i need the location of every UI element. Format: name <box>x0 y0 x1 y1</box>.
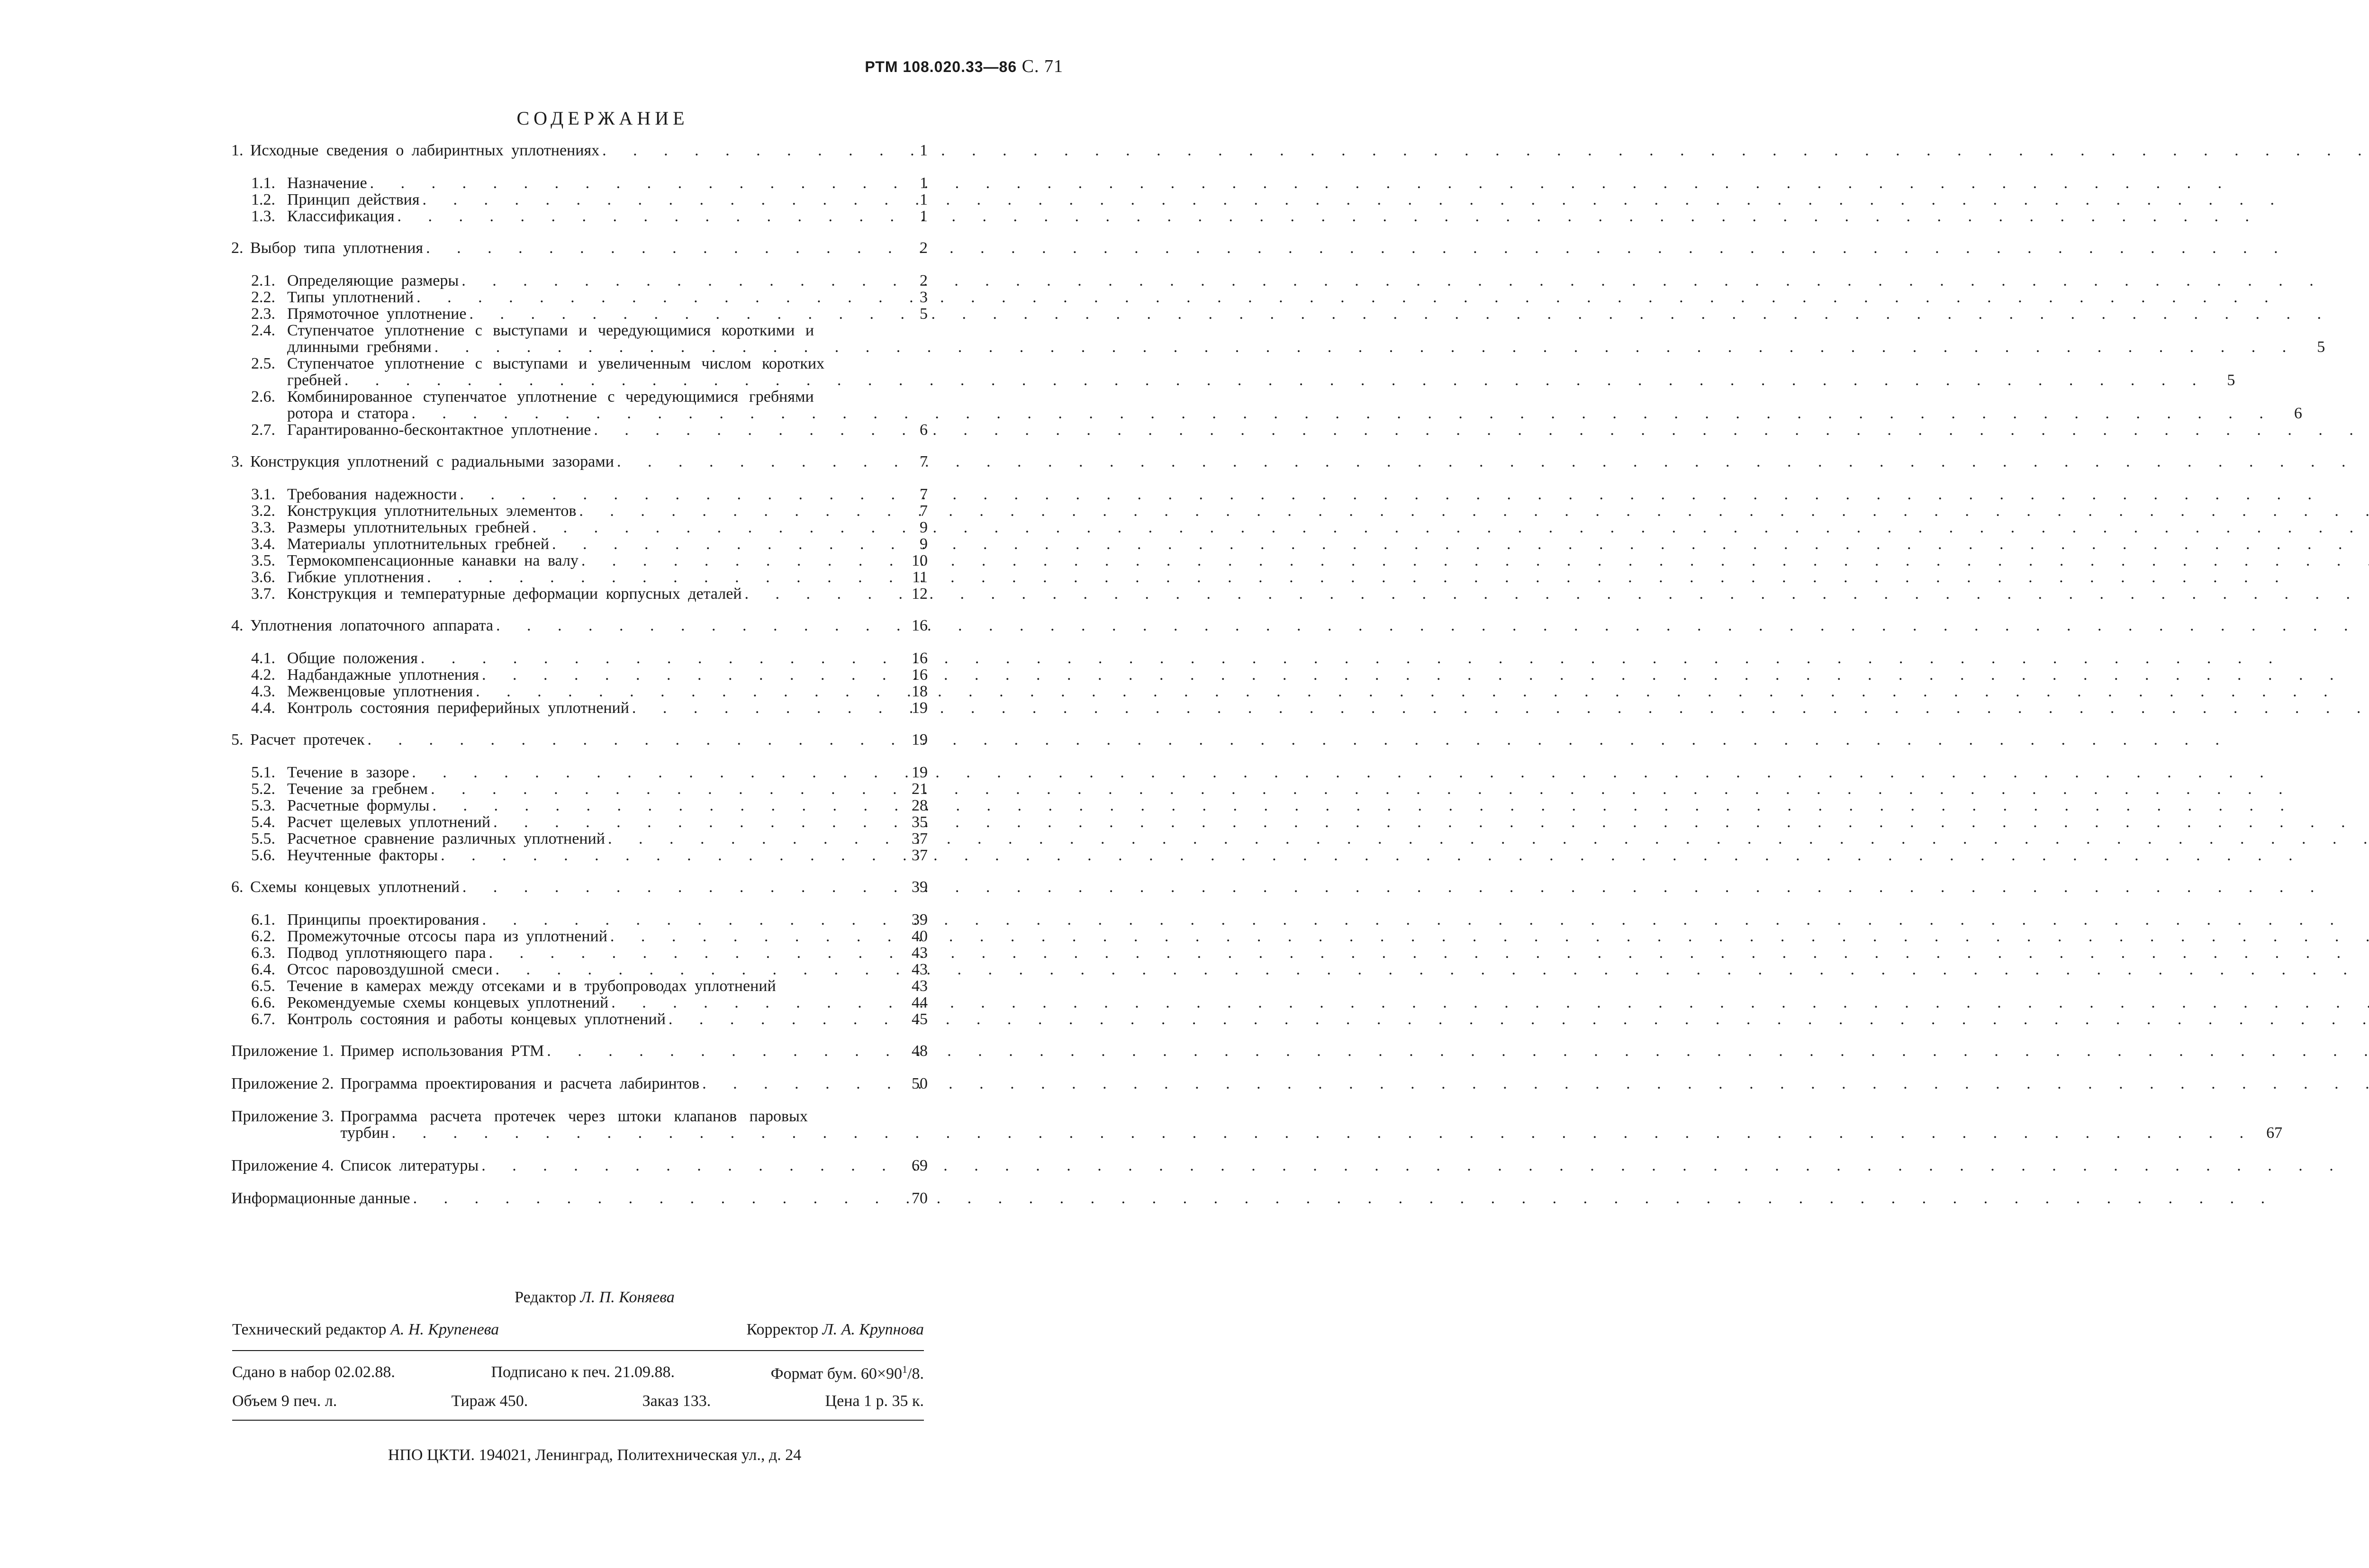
toc-section-1 <box>231 142 928 225</box>
item-title: Расчетные формулы <box>287 797 430 814</box>
section-title: Схемы концевых уплотнений <box>250 878 460 896</box>
page-ref: 43 <box>912 977 928 995</box>
leader-dots <box>617 453 900 470</box>
page-ref: 1 <box>920 207 928 225</box>
item-number: 6.4. <box>251 961 275 978</box>
section-title: Выбор типа уплотнения <box>250 239 424 257</box>
toc-entry <box>231 289 928 306</box>
item-number: 2.6. <box>251 388 275 406</box>
item-title: Требования надежности <box>287 486 457 503</box>
item-body <box>287 355 2235 388</box>
print-info-row-1 <box>232 1363 924 1383</box>
page-ref: 43 <box>912 944 928 962</box>
item-title: Общие положения <box>287 649 418 667</box>
appendix-label: Приложение 2. <box>231 1075 334 1092</box>
toc-entry <box>231 503 928 519</box>
page-ref: 35 <box>912 813 928 831</box>
appendix-entry <box>231 1190 928 1207</box>
editor-line <box>232 1289 924 1307</box>
item-number: 2.4. <box>251 322 275 339</box>
imprint <box>232 1289 924 1464</box>
page-header <box>865 56 1063 77</box>
item-title: Прямоточное уплотнение <box>287 305 467 323</box>
appendix-label: Информационные данные <box>231 1190 410 1207</box>
item-number: 2.5. <box>251 355 275 372</box>
leader-dots <box>397 208 900 225</box>
leader-dots <box>441 847 900 864</box>
toc-entry <box>231 683 928 700</box>
item-title: Контроль состояния и работы концевых уплотнений <box>287 1010 666 1028</box>
appendix-title-line2-row <box>340 1125 2282 1141</box>
appendix-entry <box>231 1075 928 1092</box>
page-ref: 12 <box>912 585 928 603</box>
page-ref: 6 <box>920 421 928 439</box>
tech-editor-row <box>232 1321 924 1339</box>
leader-dots <box>421 650 900 667</box>
format-prefix: Формат бум. 60×90 <box>770 1365 903 1383</box>
leader-dots <box>482 667 900 683</box>
item-title-line2-row <box>287 405 2302 422</box>
item-title: Гибкие уплотнения <box>287 568 425 586</box>
item-title-line1: Ступенчатое уплотнение с выступами и чередующимися короткими и <box>287 322 814 339</box>
item-number: 6.7. <box>251 1010 275 1028</box>
toc-entry <box>231 388 2302 422</box>
leader-dots <box>481 1157 900 1174</box>
item-title: Конструкция и температурные деформации корпусных деталей <box>287 585 742 603</box>
paper-format <box>771 1363 924 1383</box>
item-title: Определяющие размеры <box>287 272 459 289</box>
item-number: 4.3. <box>251 683 275 700</box>
leader-dots <box>495 961 900 978</box>
appendix-title: Программа проектирования и расчета лабиринтов <box>340 1075 700 1092</box>
section-number: 6. <box>231 878 244 896</box>
sent-to-typeset: Сдано в набор 02.02.88. <box>232 1363 395 1381</box>
item-title: Гарантированно-бесконтактное уплотнение <box>287 421 591 439</box>
toc-entry <box>231 911 928 928</box>
page-ref: 1 <box>920 174 928 192</box>
item-title: Течение в зазоре <box>287 764 409 781</box>
appendix-label: Приложение 3. <box>231 1108 334 1125</box>
toc-section-4 <box>231 617 928 716</box>
table-of-contents <box>231 142 2325 1223</box>
appendix-body <box>340 1108 2282 1141</box>
leader-dots <box>610 928 900 945</box>
toc-section-2 <box>231 239 2325 439</box>
toc-entry <box>231 945 928 961</box>
toc-entry <box>231 569 928 586</box>
item-number: 5.1. <box>251 764 275 781</box>
item-title: Конструкция уплотнительных элементов <box>287 502 577 520</box>
item-title-line2: гребней <box>287 371 342 389</box>
item-number: 5.3. <box>251 797 275 814</box>
toc-entry <box>231 731 928 748</box>
leader-dots <box>469 306 900 322</box>
leader-dots <box>496 617 900 634</box>
leader-dots <box>413 1190 900 1207</box>
item-title: Течение в камерах между отсеками и в трубопроводах уплотнений <box>287 977 776 995</box>
page-ref: 67 <box>2266 1124 2283 1142</box>
format-suffix: /8. <box>907 1365 924 1383</box>
tech-editor-label: Технический редактор <box>232 1321 387 1338</box>
section-number: 4. <box>231 617 244 634</box>
page-ref: 48 <box>912 1042 928 1060</box>
appendix-entry <box>231 1157 928 1174</box>
volume: Объем 9 печ. л. <box>232 1392 337 1410</box>
item-title-line2-row <box>287 339 2325 355</box>
toc-title: СОДЕРЖАНИЕ <box>516 108 689 129</box>
item-title: Типы уплотнений <box>287 288 414 306</box>
item-number: 3.4. <box>251 535 275 553</box>
item-title: Отсос паровоздушной смеси <box>287 961 493 978</box>
item-title-line1: Комбинированное ступенчатое уплотнение с чередующимися гребнями <box>287 388 814 406</box>
section-title: Исходные сведения о лабиринтных уплотнениях <box>250 142 600 159</box>
toc-entry <box>231 617 928 634</box>
item-number: 3.6. <box>251 568 275 586</box>
item-number: 4.2. <box>251 666 275 684</box>
page-ref: 39 <box>912 878 928 896</box>
page-ref: 21 <box>912 780 928 798</box>
item-title: Расчет щелевых уплотнений <box>287 813 491 831</box>
item-number: 3.5. <box>251 552 275 569</box>
toc-entry <box>231 272 928 289</box>
appendix-entry <box>231 1043 928 1059</box>
toc-entry <box>231 586 928 602</box>
document-code: РТМ 108.020.33—86 <box>865 58 1017 75</box>
item-number: 4.4. <box>251 699 275 717</box>
appendix-label: Приложение 4. <box>231 1157 334 1174</box>
item-number: 6.6. <box>251 994 275 1011</box>
item-title: Принципы проектирования <box>287 911 479 928</box>
leader-dots <box>426 240 900 256</box>
item-number: 6.5. <box>251 977 275 995</box>
toc-entry <box>231 322 2325 356</box>
section-number: 3. <box>231 453 244 470</box>
item-number: 4.1. <box>251 649 275 667</box>
leader-dots <box>594 422 900 438</box>
page-ref: 3 <box>920 288 928 306</box>
appendix-title: Список литературы <box>340 1157 479 1174</box>
page-ref: 16 <box>912 617 928 634</box>
leader-dots <box>432 797 900 814</box>
toc-entry <box>231 978 928 994</box>
page-ref: 37 <box>912 830 928 847</box>
page-ref: 37 <box>912 847 928 864</box>
item-title-line2-row <box>287 372 2235 388</box>
editor-label: Редактор <box>515 1289 577 1306</box>
item-title: Размеры уплотнительных гребней <box>287 519 530 536</box>
appendix-label: Приложение 1. <box>231 1042 334 1060</box>
page-ref: 7 <box>920 453 928 470</box>
leader-dots <box>460 486 900 503</box>
toc-entry <box>231 355 2235 389</box>
item-body <box>287 388 2302 422</box>
toc-entry <box>231 650 928 667</box>
divider <box>232 1420 924 1421</box>
page-ref: 19 <box>912 764 928 781</box>
leader-dots <box>611 994 900 1011</box>
item-title: Назначение <box>287 174 367 192</box>
toc-entry <box>231 240 928 256</box>
page-ref: 40 <box>912 928 928 945</box>
print-run: Тираж 450. <box>451 1392 528 1410</box>
toc-entry <box>231 536 928 552</box>
item-number: 1.1. <box>251 174 275 192</box>
item-title: Промежуточные отсосы пара из уплотнений <box>287 928 607 945</box>
page-ref: 2 <box>920 239 928 257</box>
leader-dots <box>416 289 900 306</box>
leader-dots <box>608 830 900 847</box>
toc-entry <box>231 142 928 159</box>
page-ref: 39 <box>912 911 928 928</box>
page-prefix: С. <box>1022 56 1040 76</box>
item-number: 1.3. <box>251 207 275 225</box>
item-number: 1.2. <box>251 191 275 208</box>
toc-entry <box>231 928 928 945</box>
item-number: 3.1. <box>251 486 275 503</box>
leader-dots <box>745 586 900 602</box>
item-number: 5.6. <box>251 847 275 864</box>
appendix-title-line1: Программа расчета протечек через штоки клапанов паровых <box>340 1108 808 1125</box>
toc-entry <box>231 667 928 683</box>
page-ref: 1 <box>920 142 928 159</box>
appendix-title-line2: турбин <box>340 1124 389 1142</box>
page-ref: 5 <box>920 305 928 323</box>
page-ref: 43 <box>912 961 928 978</box>
item-number: 3.2. <box>251 502 275 520</box>
leader-dots <box>476 683 900 700</box>
leader-dots <box>434 339 2298 355</box>
item-number: 5.2. <box>251 780 275 798</box>
toc-entry <box>231 191 928 208</box>
corrector-name: Л. А. Крупнова <box>822 1321 924 1338</box>
toc-entry <box>231 175 928 191</box>
item-title-line1: Ступенчатое уплотнение с выступами и увеличенным числом коротких <box>287 355 825 372</box>
leader-dots <box>632 700 900 716</box>
item-title: Расчетное сравнение различных уплотнений <box>287 830 605 847</box>
toc-entry <box>231 879 928 895</box>
appendix-entry <box>231 1108 2283 1142</box>
page-ref: 69 <box>912 1157 928 1174</box>
toc-entry <box>231 519 928 536</box>
leader-dots <box>370 175 900 191</box>
toc-entry <box>231 830 928 847</box>
leader-dots <box>431 781 900 797</box>
leader-dots <box>579 503 900 519</box>
corrector <box>747 1321 924 1339</box>
publisher: НПО ЦКТИ. 194021, Ленинград, Политехническая ул., д. 24 <box>388 1446 802 1464</box>
item-title-line2: ротора и статора <box>287 405 409 422</box>
item-title: Термокомпенсационные канавки на валу <box>287 552 579 569</box>
leader-dots <box>427 569 900 586</box>
corrector-label: Корректор <box>746 1321 819 1338</box>
item-number: 2.2. <box>251 288 275 306</box>
leader-dots <box>493 814 900 830</box>
item-number: 5.4. <box>251 813 275 831</box>
page-ref: 6 <box>2294 405 2302 422</box>
item-number: 2.7. <box>251 421 275 439</box>
page-ref: 16 <box>912 666 928 684</box>
page-ref: 7 <box>920 502 928 520</box>
item-title: Подвод уплотняющего пара <box>287 944 486 962</box>
item-number: 3.3. <box>251 519 275 536</box>
leader-dots <box>547 1043 900 1059</box>
item-body <box>287 322 2325 355</box>
page-ref: 9 <box>920 519 928 536</box>
page-ref: 9 <box>920 535 928 553</box>
leader-dots <box>462 879 900 895</box>
section-number: 2. <box>231 239 244 257</box>
section-title: Уплотнения лопаточного аппарата <box>250 617 493 634</box>
page-ref: 5 <box>2227 371 2235 389</box>
signed-to-print: Подписано к печ. 21.09.88. <box>491 1363 675 1381</box>
item-title: Контроль состояния периферийных уплотнений <box>287 699 629 717</box>
appendix-title: Пример использования РТМ <box>340 1042 544 1060</box>
page-ref: 50 <box>912 1075 928 1092</box>
item-title-line2: длинными гребнями <box>287 338 432 356</box>
page-ref: 11 <box>912 568 928 586</box>
toc-entry <box>231 764 928 781</box>
tech-editor <box>232 1321 499 1339</box>
leader-dots <box>602 142 900 159</box>
leader-dots <box>344 372 2208 388</box>
page-number: 71 <box>1044 56 1063 76</box>
leader-dots <box>581 552 900 569</box>
item-number: 5.5. <box>251 830 275 847</box>
leader-dots <box>552 536 900 552</box>
leader-dots <box>368 731 900 748</box>
item-title: Надбандажные уплотнения <box>287 666 479 684</box>
leader-dots <box>482 911 900 928</box>
page-ref: 7 <box>920 486 928 503</box>
toc-entry <box>231 961 928 978</box>
print-info-row-2 <box>232 1392 924 1410</box>
toc-entry <box>231 552 928 569</box>
tech-editor-name: А. Н. Крупенева <box>390 1321 499 1338</box>
toc-entry <box>231 486 928 503</box>
page-ref: 28 <box>912 797 928 814</box>
item-title: Течение за гребнем <box>287 780 428 798</box>
page-ref: 70 <box>912 1190 928 1207</box>
page-ref: 18 <box>912 683 928 700</box>
leader-dots <box>461 272 900 289</box>
item-title: Принцип действия <box>287 191 420 208</box>
item-title: Рекомендуемые схемы концевых уплотнений <box>287 994 609 1011</box>
page-ref: 44 <box>912 994 928 1011</box>
order-number: Заказ 133. <box>642 1392 711 1410</box>
price: Цена 1 р. 35 к. <box>825 1392 924 1410</box>
toc-entry <box>231 1011 928 1027</box>
item-title: Межвенцовые уплотнения <box>287 683 473 700</box>
item-title: Классификация <box>287 207 395 225</box>
toc-entry <box>231 814 928 830</box>
toc-entry <box>231 797 928 814</box>
leader-dots <box>392 1125 2255 1141</box>
item-number: 2.3. <box>251 305 275 323</box>
item-title: Неучтенные факторы <box>287 847 438 864</box>
item-number: 2.1. <box>251 272 275 289</box>
toc-entry <box>231 847 928 864</box>
item-number: 3.7. <box>251 585 275 603</box>
leader-dots <box>422 191 900 208</box>
toc-section-5 <box>231 731 928 864</box>
toc-entry <box>231 994 928 1011</box>
item-number: 6.1. <box>251 911 275 928</box>
page-ref: 19 <box>912 699 928 717</box>
leader-dots <box>489 945 900 961</box>
section-title: Расчет протечек <box>250 731 365 748</box>
page-ref: 16 <box>912 649 928 667</box>
section-title: Конструкция уплотнений с радиальными зазорами <box>250 453 614 470</box>
toc-entry <box>231 208 928 225</box>
section-number: 1. <box>231 142 244 159</box>
divider <box>232 1350 924 1351</box>
item-number: 6.2. <box>251 928 275 945</box>
toc-entry <box>231 453 928 470</box>
item-number: 6.3. <box>251 944 275 962</box>
section-number: 5. <box>231 731 244 748</box>
leader-dots <box>533 519 900 536</box>
toc-section-3 <box>231 453 928 602</box>
page-ref: 2 <box>920 272 928 289</box>
page-ref: 45 <box>912 1010 928 1028</box>
toc-section-6 <box>231 879 928 1027</box>
page-ref: 5 <box>2317 338 2325 356</box>
leader-dots <box>412 764 900 781</box>
leader-dots <box>411 405 2275 422</box>
toc-entry <box>231 700 928 716</box>
page-ref: 10 <box>912 552 928 569</box>
editor-name: Л. П. Коняева <box>580 1289 675 1306</box>
toc-entry <box>231 781 928 797</box>
item-title: Материалы уплотнительных гребней <box>287 535 550 553</box>
page-ref: 19 <box>912 731 928 748</box>
page-ref: 1 <box>920 191 928 208</box>
leader-dots <box>669 1011 900 1027</box>
leader-dots <box>702 1075 900 1092</box>
toc-entry <box>231 422 928 438</box>
format-frac: 1 <box>902 1363 908 1375</box>
toc-entry <box>231 306 928 322</box>
